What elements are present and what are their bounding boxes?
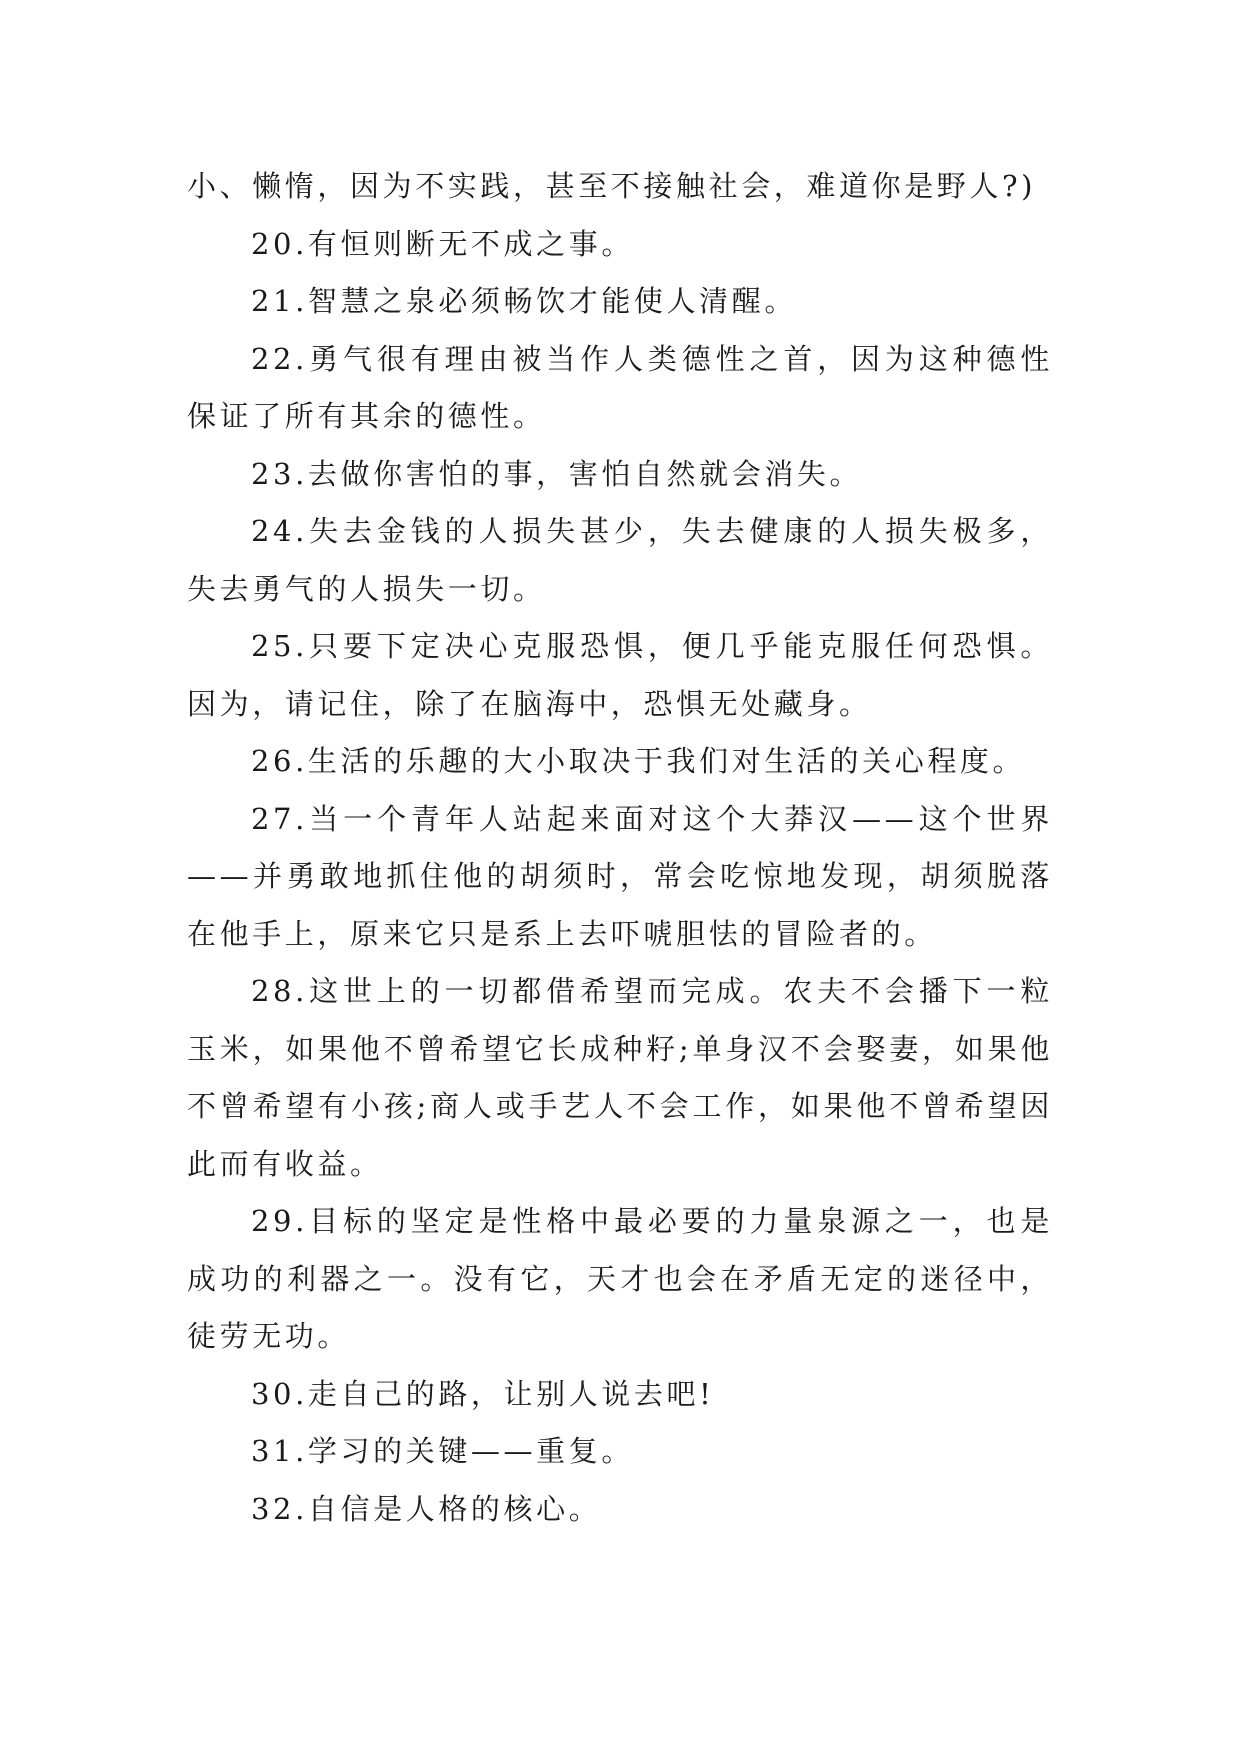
quote-paragraph-21: 21.智慧之泉必须畅饮才能使人清醒。 [251, 284, 797, 318]
quote-paragraph-25: 25.只要下定决心克服恐惧，便几乎能克服任何恐惧。因为，请记住，除了在脑海中，恐惧无处藏身。 [187, 629, 1053, 721]
document-body [187, 158, 1053, 1538]
quote-paragraph-20: 20.有恒则断无不成之事。 [251, 226, 634, 261]
quote-paragraph-22: 22.勇气很有理由被当作人类德性之首，因为这种德性保证了所有其余的德性。 [187, 341, 1053, 433]
paragraph-continuation: 小、懒惰，因为不实践，甚至不接触社会，难道你是野人?) [187, 169, 1037, 203]
quote-paragraph-24: 24.失去金钱的人损失甚少，失去健康的人损失极多，失去勇气的人损失一切。 [187, 514, 1053, 606]
quote-paragraph-27: 27.当一个青年人站起来面对这个大莽汉——这个世界——并勇敢地抓住他的胡须时，常会吃惊地发现，胡须脱落在他手上，原来它只是系上去吓唬胆怯的冒险者的。 [187, 801, 1053, 951]
quote-paragraph-30: 30.走自己的路，让别人说去吧! [251, 1376, 715, 1411]
quote-paragraph-29: 29.目标的坚定是性格中最必要的力量泉源之一，也是成功的利器之一。没有它，天才也会在矛盾无定的迷径中，徒劳无功。 [187, 1204, 1053, 1353]
quote-paragraph-26: 26.生活的乐趣的大小取决于我们对生活的关心程度。 [251, 744, 1026, 778]
quote-paragraph-23: 23.去做你害怕的事，害怕自然就会消失。 [251, 456, 863, 491]
quote-paragraph-28: 28.这世上的一切都借希望而完成。农夫不会播下一粒玉米，如果他不曾希望它长成种籽;单身汉不会娶妻，如果他不曾希望有小孩;商人或手艺人不会工作，如果他不曾希望因此而有收益。 [187, 974, 1053, 1181]
quote-paragraph-31: 31.学习的关键——重复。 [251, 1434, 634, 1468]
quote-paragraph-32: 32.自信是人格的核心。 [251, 1491, 602, 1526]
